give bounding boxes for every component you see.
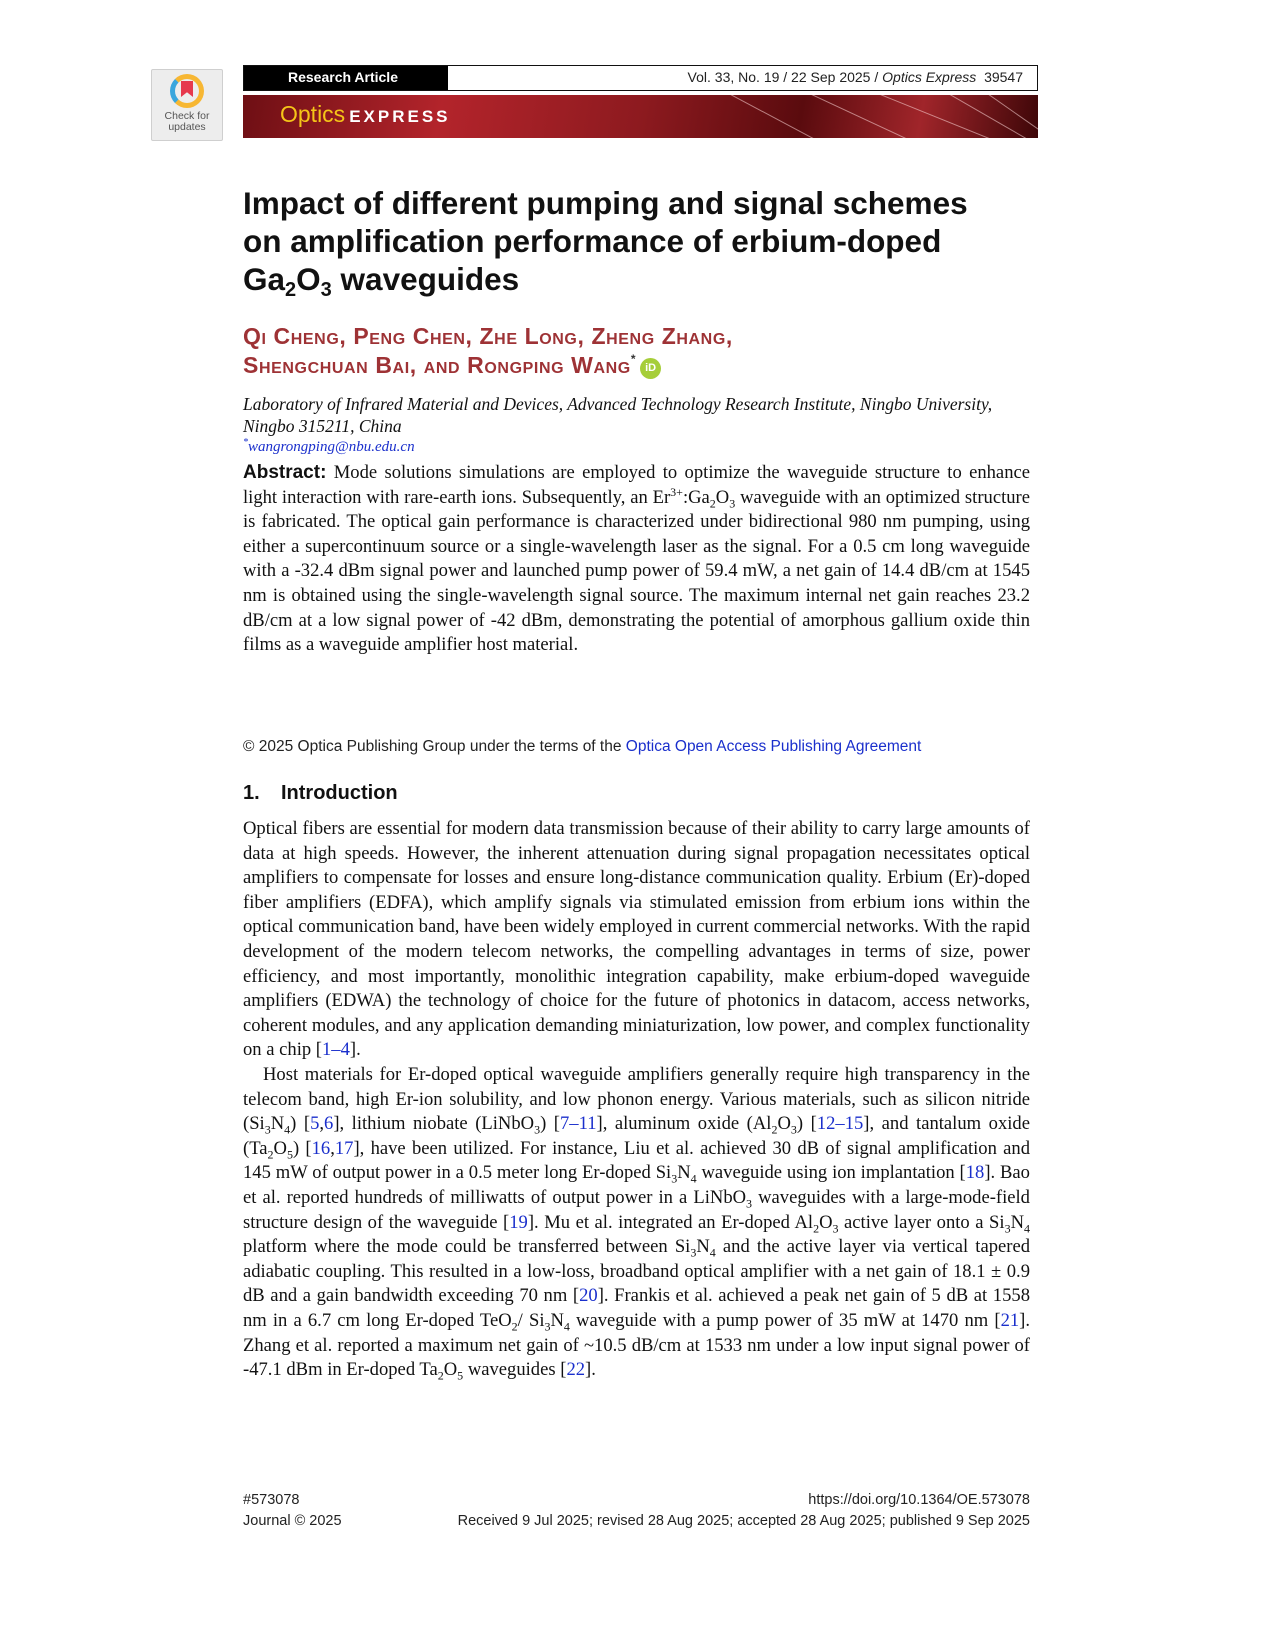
intro-paragraph-1 [243, 817, 1030, 1063]
publication-dates: Received 9 Jul 2025; revised 28 Aug 2025; accepted 28 Aug 2025; published 9 Sep 2025 [457, 1513, 1030, 1529]
text-run: , [319, 1113, 325, 1135]
copyright-line [243, 738, 921, 756]
paper-title [243, 184, 1043, 301]
text-run: :Ga [682, 486, 710, 508]
text-run: N [550, 1309, 564, 1331]
section-heading [243, 782, 398, 805]
footer-right [458, 1490, 1030, 1532]
subscript: 3 [746, 1196, 753, 1211]
text-run: ], lithium niobate (LiNbO [333, 1113, 535, 1135]
orcid-icon[interactable]: iD [640, 358, 661, 379]
section-number: 1. [243, 782, 260, 804]
text-run: ) [ [292, 1137, 312, 1159]
citation-link[interactable]: 20 [579, 1285, 598, 1307]
text-run: N [696, 1236, 710, 1258]
title-text: waveguides [331, 261, 520, 297]
subscript: 3 [671, 1172, 678, 1187]
text-run: ) [ [540, 1113, 560, 1135]
authors-line: Qi Cheng, Peng Chen, Zhe Long, Zheng Zhang, [243, 323, 733, 349]
citation-link[interactable]: 12–15 [816, 1113, 864, 1135]
authors-line: Shengchuan Bai, and Rongping Wang [243, 352, 631, 378]
manuscript-id: #573078 [243, 1492, 300, 1508]
page-number: 39547 [984, 69, 1023, 85]
text-run: ) [ [290, 1113, 311, 1135]
subscript: 4 [1024, 1221, 1031, 1236]
subscript: 3 [790, 1122, 797, 1137]
author-list [243, 322, 1023, 380]
citation-link[interactable]: 17 [334, 1137, 354, 1159]
text-run: ]. Bao et al. reported hundreds of milliwatts of output power in a LiNbO [243, 1162, 1030, 1208]
title-line: on amplification performance of erbium-doped [243, 223, 942, 259]
corresponding-mark: * [630, 352, 637, 366]
text-run: ]. Frankis et al. achieved a peak net gain of 5 dB at 1558 nm in a 6.7 cm long Er-doped TeO [243, 1285, 1030, 1331]
text-run: O [777, 1113, 791, 1135]
subscript: 2 [437, 1368, 444, 1383]
article-type: Research Article [244, 66, 448, 90]
subscript: 4 [690, 1172, 697, 1187]
title-text: O [296, 261, 321, 297]
subscript: 2 [771, 1122, 778, 1137]
citation-line [448, 66, 1037, 90]
abstract-label: Abstract: [243, 462, 327, 483]
text-run: Optical fibers are essential for modern data transmission because of their ability to carry large amounts of data at high speeds. However, the inherent attenuation during signal propagation necessitates optical amplifiers to compensate for losses and ensure long-distance communication quality. Erbium (Er)-doped fiber amplifiers (EDFA), which amplify signals via stimulated emission from erbium ions within the optical communication band, have been widely employed in current commercial networks. With the rapid development of the modern telecom networks, the compelling advantages in terms of size, power efficiency, and most importantly, monolithic integration capability, make erbium-doped waveguide amplifiers (EDWA) the technology of choice for the future of photonics in datacom, access networks, coherent modules, and any application demanding miniaturization, low power, and complex functionality on a chip [ [243, 818, 1030, 1061]
abstract [243, 461, 1030, 658]
text-run: ], aluminum oxide (Al [596, 1113, 772, 1135]
email-link[interactable]: wangrongping@nbu.edu.cn [248, 439, 415, 455]
subscript: 2 [813, 1221, 820, 1236]
citation-link[interactable]: 22 [566, 1359, 586, 1381]
citation-link[interactable]: 6 [324, 1113, 334, 1135]
logo-express: EXPRESS [349, 107, 451, 126]
crossmark-icon [170, 74, 204, 108]
superscript: 3+ [670, 484, 683, 499]
subscript: 3 [264, 1122, 271, 1137]
subscript: 3 [1004, 1221, 1011, 1236]
subscript: 4 [709, 1245, 716, 1260]
footer-left [243, 1490, 342, 1532]
section-title: Introduction [281, 782, 398, 804]
text-run: ]. Mu et al. integrated an Er-doped Al [527, 1211, 814, 1233]
copyright-text: © 2025 Optica Publishing Group under the terms of the [243, 738, 626, 755]
subscript: 2 [267, 1147, 274, 1162]
license-link[interactable]: Optica Open Access Publishing Agreement [625, 738, 922, 755]
citation-link[interactable]: 21 [1000, 1309, 1020, 1331]
subscript: 3 [729, 496, 736, 511]
subscript: 3 [690, 1245, 697, 1260]
text-run: N [1010, 1211, 1025, 1233]
text-run: waveguide with an optimized structure is fabricated. The optical gain performance is characterized under bidirectional 980 nm pumping, using either a supercontinuum source or a single-wavelength laser as the signal. For a 0.5 cm long waveguide with a -32.4 dBm signal power and launched pump power of 59.4 mW, a net gain of 14.4 dB/cm at 1545 nm is obtained using the single-wavelength signal source. The maximum internal net gain reaches 23.2 dB/cm at a low signal power of -42 dBm, demonstrating the potential of amorphous gallium oxide thin films as a waveguide amplifier host material. [243, 486, 1030, 656]
subscript: 5 [286, 1147, 293, 1162]
journal-header [243, 65, 1038, 91]
title-subscript: 3 [320, 279, 332, 301]
citation-link[interactable]: 1–4 [322, 1039, 350, 1061]
text-run: N [677, 1162, 691, 1184]
subscript: 3 [832, 1221, 839, 1236]
text-run: ]. Zhang et al. reported a maximum net gain of ~10.5 dB/cm at 1533 nm under a low input signal power of -47.1 dBm in Er-doped Ta [243, 1309, 1030, 1381]
text-run: active layer onto a Si [838, 1211, 1005, 1233]
text-run: ], have been utilized. For instance, Liu et al. achieved 30 dB of signal amplification and 145 mW of output power in a 0.5 meter long Er-doped Si [243, 1137, 1030, 1184]
subscript: 2 [511, 1319, 518, 1334]
text-run: , [330, 1137, 335, 1159]
text-run: waveguide with a pump power of 35 mW at 1470 nm [ [569, 1309, 1001, 1331]
doi-link[interactable]: https://doi.org/10.1364/OE.573078 [808, 1492, 1030, 1508]
text-run: platform where the mode could be transferred between Si [243, 1236, 691, 1258]
text-run: ], and tantalum oxide (Ta [243, 1113, 1030, 1159]
subscript: 3 [534, 1122, 541, 1137]
text-run: and the active layer via vertical tapered adiabatic coupling. This resulted in a low-loss, broadband optical amplifier with a net gain of 18.1 ± 0.9 dB and a gain bandwidth exceeding 70 nm [ [243, 1236, 1030, 1307]
text-run: Mode solutions simulations are employed to optimize the waveguide structure to enhance light interaction with rare-earth ions. Subsequently, an Er [243, 462, 1030, 508]
text-run: O [443, 1359, 458, 1381]
text-run: ) [ [796, 1113, 817, 1135]
journal-copyright: Journal © 2025 [243, 1513, 342, 1529]
text-run: Host materials for Er-doped optical waveguide amplifiers generally require high transparency in the telecom band, high Er-ion solubility, and low phonon energy. Various materials, such as silicon nitride (Si [243, 1064, 1030, 1135]
abstract-body [243, 462, 1030, 655]
text-run: O [715, 486, 730, 508]
corresponding-email[interactable] [243, 437, 415, 456]
title-subscript: 2 [285, 279, 297, 301]
intro-paragraph-2 [243, 1063, 1030, 1383]
subscript: 4 [563, 1319, 570, 1334]
subscript: 3 [544, 1319, 551, 1334]
logo-optics: Optics [280, 101, 346, 127]
text-run: waveguides with a large-mode-field structure design of the waveguide [ [243, 1186, 1030, 1233]
check-for-updates-badge[interactable] [151, 69, 223, 141]
text-run: / Si [517, 1309, 545, 1331]
text-run: O [273, 1137, 287, 1159]
text-run: waveguides [ [463, 1359, 567, 1381]
journal-logo [280, 101, 451, 128]
citation-link[interactable]: 16 [311, 1137, 331, 1159]
affiliation: Laboratory of Infrared Material and Devices, Advanced Technology Research Institute, Ningbo University, Ningbo 315211, China [243, 394, 993, 436]
journal-name: Optics Express [882, 69, 977, 85]
subscript: 4 [284, 1122, 291, 1137]
subscript: 5 [457, 1368, 464, 1383]
subscript: 2 [709, 496, 716, 511]
citation-link[interactable]: 5 [310, 1113, 320, 1135]
corresponding-mark: * [243, 437, 248, 448]
citation-link[interactable]: 19 [509, 1211, 528, 1233]
text-run: N [270, 1113, 285, 1135]
text-run: O [819, 1211, 833, 1233]
citation: Vol. 33, No. 19 / 22 Sep 2025 / [687, 69, 883, 85]
text-run: ]. [585, 1359, 596, 1381]
title-text: Ga [243, 261, 286, 297]
citation-link[interactable]: 18 [965, 1162, 985, 1184]
citation-link[interactable]: 7–11 [560, 1113, 597, 1135]
text-run: waveguide using ion implantation [ [696, 1162, 966, 1184]
title-line: Impact of different pumping and signal schemes [243, 185, 968, 221]
journal-banner [243, 95, 1038, 138]
text-run: ]. [349, 1039, 361, 1061]
check-for-updates-label: Check for updates [164, 110, 210, 133]
